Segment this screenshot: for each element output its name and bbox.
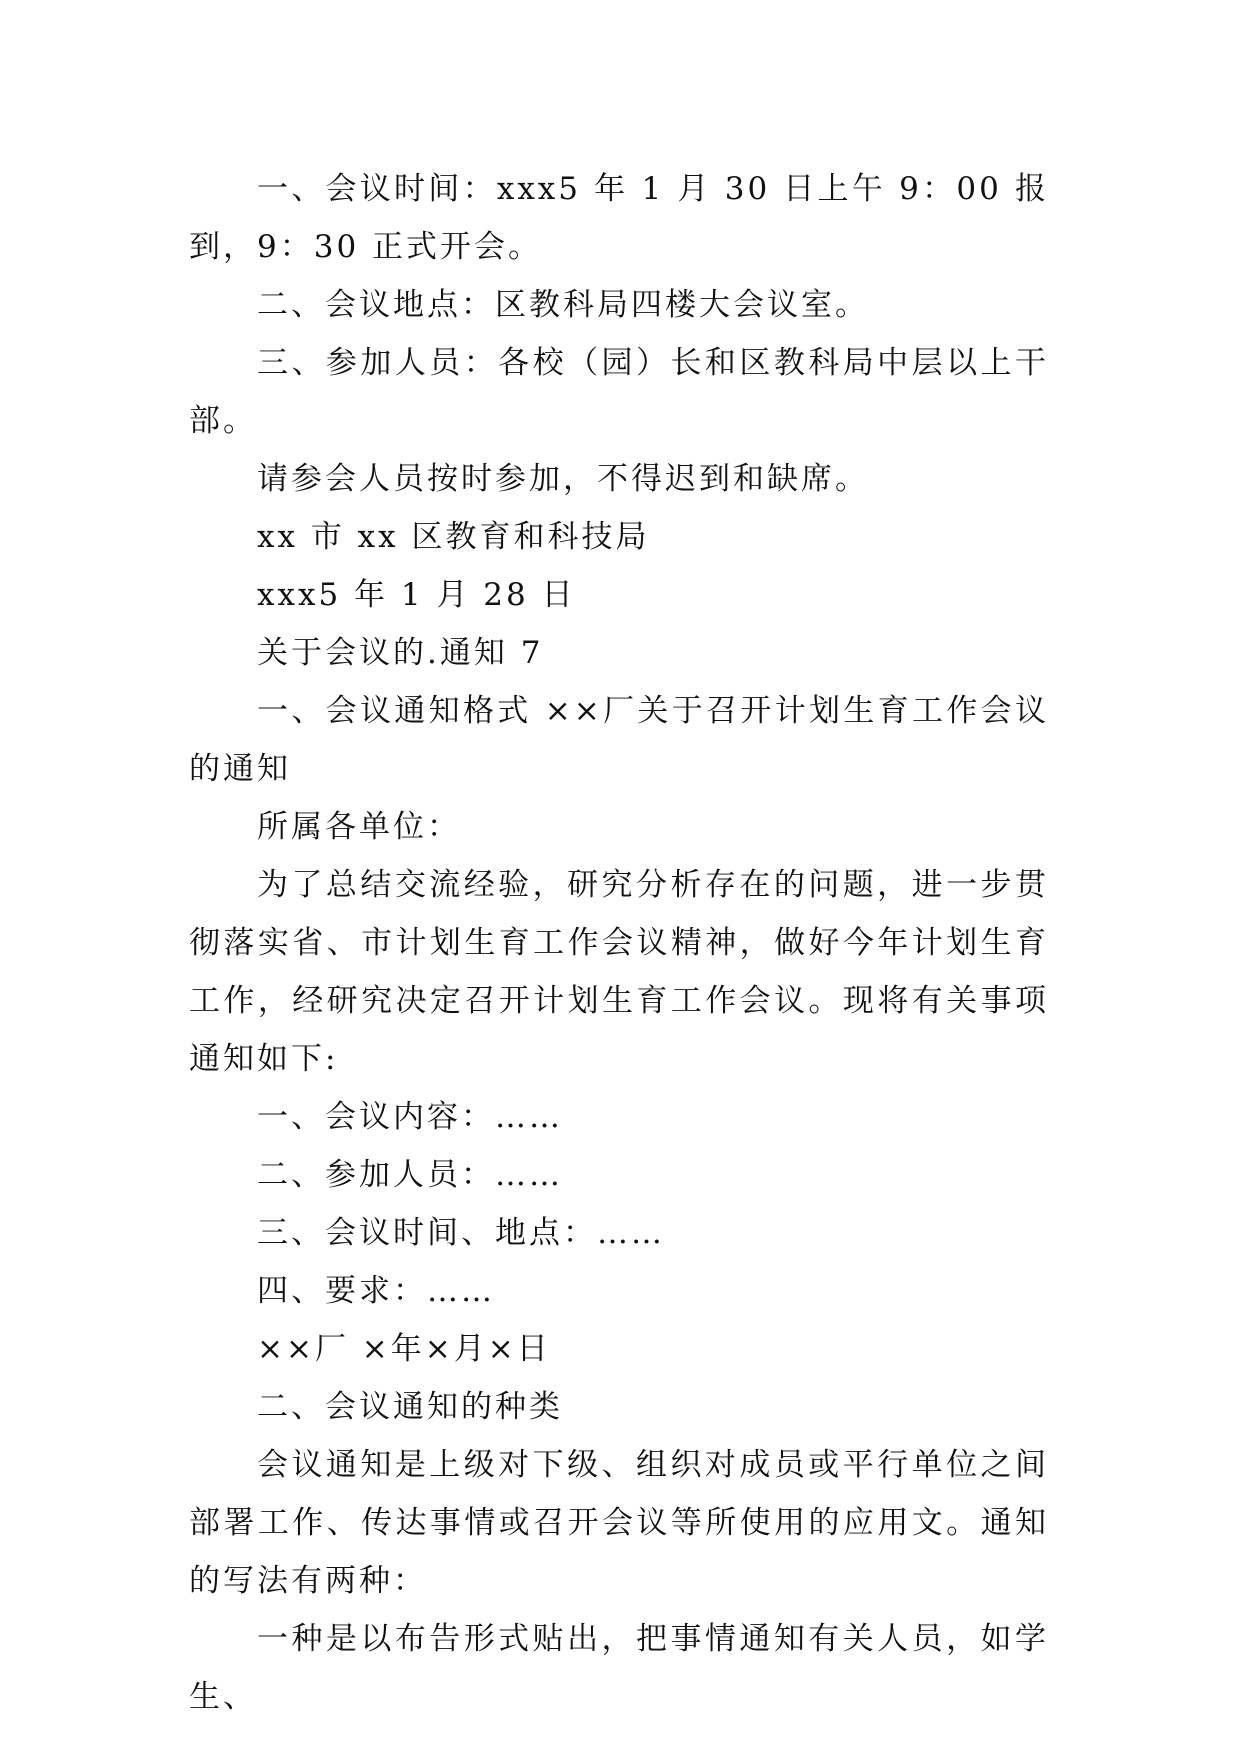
paragraph-first-type: 一种是以布告形式贴出，把事情通知有关人员，如学生、 xyxy=(189,1621,1049,1715)
paragraph-issue-date: xxx5 年 1 月 28 日 xyxy=(257,577,576,613)
paragraph-types-description: 会议通知是上级对下级、组织对成员或平行单位之间部署工作、传达事情或召开会议等所使用的应用文。通知的写法有两种： xyxy=(189,1447,1049,1599)
paragraph-signature-date: ××厂 ×年×月×日 xyxy=(257,1331,551,1367)
paragraph-purpose: 为了总结交流经验，研究分析存在的问题，进一步贯彻落实省、市计划生育工作会议精神，做好今年计划生育工作，经研究决定召开计划生育工作会议。现将有关事项通知如下: xyxy=(189,867,1049,1077)
paragraph-item-requirements: 四、要求：…… xyxy=(257,1273,495,1309)
paragraph-meeting-location: 二、会议地点：区教科局四楼大会议室。 xyxy=(257,287,869,323)
paragraph-attendance-request: 请参会人员按时参加，不得迟到和缺席。 xyxy=(257,461,869,497)
paragraph-types-heading: 二、会议通知的种类 xyxy=(257,1389,563,1425)
paragraph-meeting-time: 一、会议时间：xxx5 年 1 月 30 日上午 9：00 报到，9：30 正式开会。 xyxy=(189,171,1049,265)
paragraph-salutation: 所属各单位： xyxy=(257,809,461,845)
paragraph-item-time-location: 三、会议时间、地点：…… xyxy=(257,1215,665,1251)
paragraph-item-content: 一、会议内容：…… xyxy=(257,1099,563,1135)
paragraph-issuer: xx 市 xx 区教育和科技局 xyxy=(257,519,650,555)
document-body xyxy=(189,160,1049,1726)
paragraph-format-heading: 一、会议通知格式 ××厂关于召开计划生育工作会议的通知 xyxy=(189,693,1049,787)
paragraph-item-attendees: 二、参加人员：…… xyxy=(257,1157,563,1193)
section-title-notice-7: 关于会议的.通知 7 xyxy=(257,635,544,671)
paragraph-attendees: 三、参加人员：各校（园）长和区教科局中层以上干部。 xyxy=(189,345,1049,439)
